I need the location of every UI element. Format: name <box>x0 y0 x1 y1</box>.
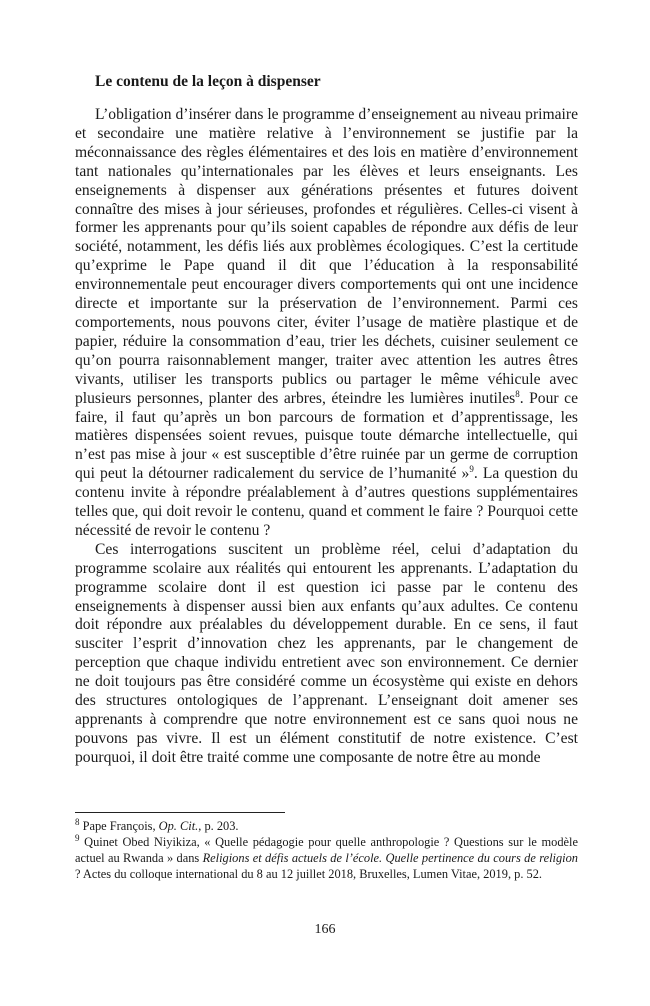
footnote-8-number: 8 <box>75 816 80 827</box>
footnote-9 <box>75 834 578 882</box>
footnote-9-italic: Religions et défis actuels de l’école. Quelle pertinence du cours de religion <box>202 851 579 865</box>
footnote-9-text-after: ? Actes du colloque international du 8 au 12 juillet 2018, Bruxelles, Lumen Vitae, 2019, p. 52. <box>75 867 543 881</box>
paragraph-2: Ces interrogations suscitent un problème réel, celui d’adaptation du programme scolaire aux réalités qui entourent les apprenants. L’adaptation du programme scolaire dont il est question ici passe par le contenu des enseignements à dispenser aussi bien aux enfants qu’aux adultes. Ce contenu doit répondre aux préalables du développement durable. En ce sens, il faut susciter l’esprit d’innovation chez les apprenants, par le changement de perception que chaque individu entretient avec son environnement. Ce dernier ne doit toujours pas être considéré comme un écosystème qui existe en dehors des structures ontologiques de l’apprenant. L’enseignant doit amener ses apprenants à comprendre que notre environnement est ce sans quoi nous ne pouvons pas vivre. Il est un élément constitutif de notre existence. C’est pourquoi, il doit être traité comme une composante de notre être au monde <box>75 540 578 766</box>
footnote-9-text-before: Quinet Obed Niyikiza, « Quelle pédagogie pour quelle anthropologie ? Questions sur le modèle actuel au Rwanda » dans <box>75 835 578 865</box>
footnote-8-text-after: , p. 203. <box>198 819 239 833</box>
paragraph-1-part-2: . Pour ce faire, il faut qu’après un bon parcours de formation et d’apprentissage, les matières dispensées soient revues, puisque toute démarche intellectuelle, qui n’est pas mise à jour « est susceptible d’être ruinée par un germe de corruption qui peut la détourner radicalement du service de l’humanité » <box>75 389 578 483</box>
paragraph-1-part-3: . La question du contenu invite à répondre préalablement à d’autres questions supplémentaires telles que, qui doit revoir le contenu, quand et comment le faire ? Pourquoi cette nécessité de revoir le contenu ? <box>75 465 578 539</box>
footnote-divider <box>75 812 285 813</box>
footnote-ref-9[interactable]: 9 <box>469 464 474 475</box>
section-heading: Le contenu de la leçon à dispenser <box>95 73 321 90</box>
footnote-ref-8[interactable]: 8 <box>515 388 520 399</box>
paragraph-1-part-1: L’obligation d’insérer dans le programme d’enseignement au niveau primaire et secondaire une matière relative à l’environnement se justifie par la méconnaissance des règles élémentaires et des lois en matière d’environnement tant nationales qu’internationales par les élèves et leurs enseignants. Les enseignements à dispenser aux générations présentes et futures doivent connaître des mises à jour sérieuses, profondes et régulières. Celles-ci visent à former les apprenants pour qu’ils soient capables de répondre aux défis de leur société, notamment, les défis liés aux problèmes écologiques. C’est la certitude qu’exprime le Pape quand il dit que l’éducation à la responsabilité environnementale peut encourager divers comportements qui ont une incidence directe et importante sur la préservation de l’environnement. Parmi ces comportements, nous pouvons citer, éviter l’usage de matière plastique et de papier, réduire la consommation d’eau, trier les déchets, cuisiner seulement ce qu’on pourra raisonnablement manger, traiter avec attention les autres êtres vivants, utiliser les transports publics ou partager le même véhicule avec plusieurs personnes, planter des arbres, éteindre les lumières inutiles <box>75 106 578 407</box>
footnote-9-number: 9 <box>75 832 80 843</box>
footnote-8-text-before: Pape François, <box>79 819 159 833</box>
footnotes <box>75 818 578 882</box>
footnote-8 <box>75 818 578 834</box>
body-text <box>75 106 578 768</box>
page-number: 166 <box>314 922 336 937</box>
paragraph-1 <box>75 106 578 541</box>
footnote-8-italic: Op. Cit. <box>158 819 199 833</box>
